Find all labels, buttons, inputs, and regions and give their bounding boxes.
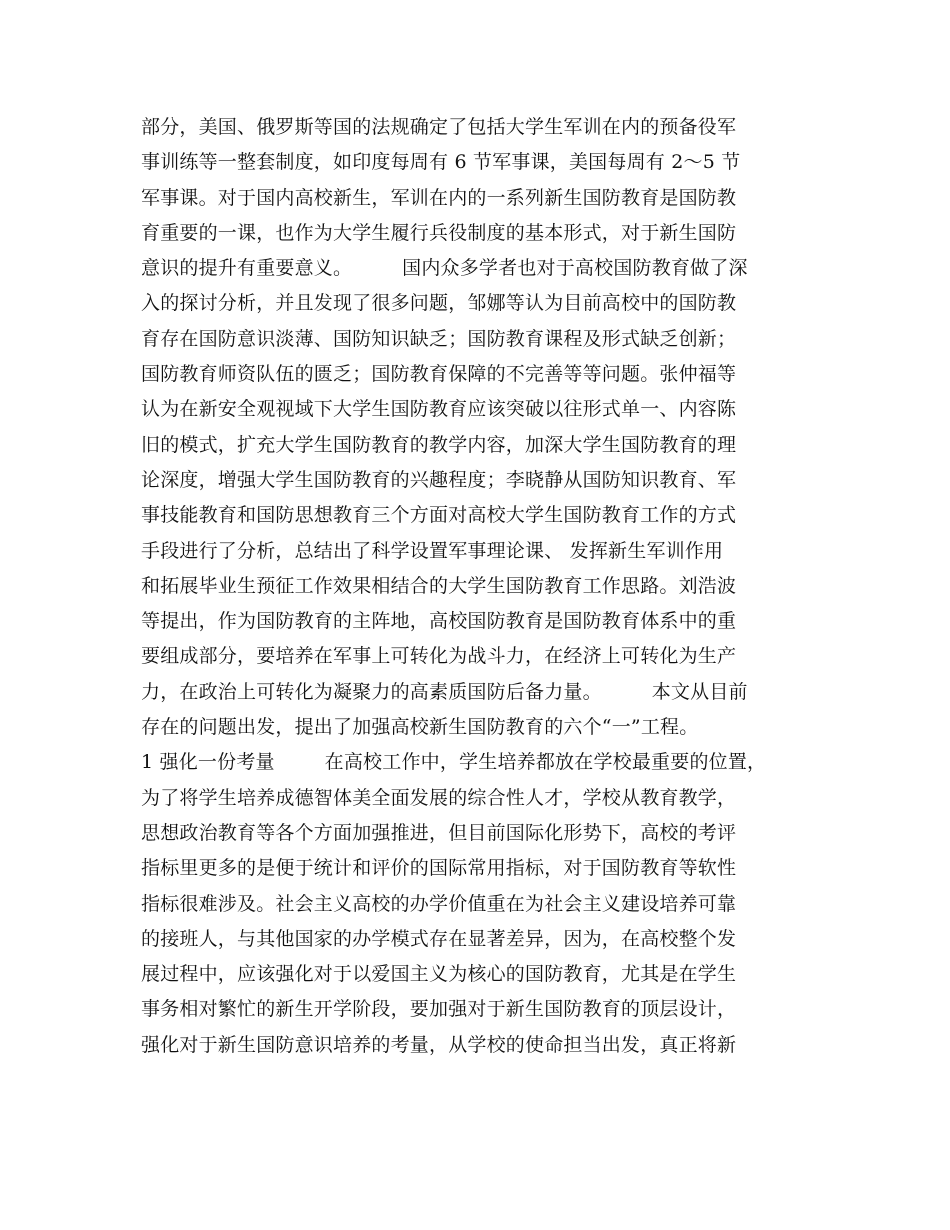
text-line: 旧的模式，扩充大学生国防教育的教学内容，加深大学生国防教育的理: [141, 433, 737, 456]
text-line: 认为在新安全观视域下大学生国防教育应该突破以往形式单一、内容陈: [141, 398, 737, 421]
text-line: 育重要的一课，也作为大学生履行兵役制度的基本形式，对于新生国防: [141, 221, 737, 244]
text-line: 为了将学生培养成德智体美全面发展的综合性人才，学校从教育教学，: [141, 786, 737, 809]
text-line: 论深度，增强大学生国防教育的兴趣程度；李晓静从国防知识教育、军: [141, 468, 737, 491]
text-line: 部分，美国、俄罗斯等国的法规确定了包括大学生军训在内的预备役军: [141, 116, 737, 138]
text-line: 入的探讨分析，并且发现了很多问题，邹娜等认为目前高校中的国防教: [141, 292, 737, 315]
text-line: 和拓展毕业生预征工作效果相结合的大学生国防教育工作思路。刘浩波: [141, 574, 737, 597]
text-line: 手段进行了分析，总结出了科学设置军事理论课、 发挥新生军训作用: [141, 539, 724, 562]
text-line: 展过程中，应该强化对于以爱国主义为核心的国防教育，尤其是在学生: [141, 963, 737, 986]
body-text: [141, 110, 831, 1063]
text-line: 要组成部分，要培养在军事上可转化为战斗力，在经济上可转化为生产: [141, 645, 737, 668]
text-line: 事训练等一整套制度，如印度每周有 6 节军事课，美国每周有 2～5 节: [141, 151, 741, 174]
text-line: 强化对于新生国防意识培养的考量，从学校的使命担当出发，真正将新: [141, 1033, 737, 1056]
text-line: 力，在政治上可转化为凝聚力的高素质国防后备力量。 本文从目前: [141, 680, 748, 703]
text-line: 育存在国防意识淡薄、国防知识缺乏；国防教育课程及形式缺乏创新；: [141, 327, 737, 350]
text-line: 等提出，作为国防教育的主阵地，高校国防教育是国防教育体系中的重: [141, 610, 737, 633]
text-line: 指标很难涉及。社会主义高校的办学价值重在为社会主义建设培养可靠: [141, 892, 737, 915]
text-line: 指标里更多的是便于统计和评价的国际常用指标，对于国防教育等软性: [141, 857, 737, 880]
text-line: 存在的问题出发，提出了加强高校新生国防教育的六个“一”工程。: [141, 716, 699, 739]
text-line: 思想政治教育等各个方面加强推进，但目前国际化形势下，高校的考评: [141, 821, 737, 844]
text-line: 意识的提升有重要意义。 国内众多学者也对于高校国防教育做了深: [141, 257, 748, 280]
text-line: 的接班人，与其他国家的办学模式存在显著差异，因为，在高校整个发: [141, 927, 737, 950]
text-line: 国防教育师资队伍的匮乏；国防教育保障的不完善等等问题。张仲福等: [141, 363, 737, 386]
text-line: 事技能教育和国防思想教育三个方面对高校大学生国防教育工作的方式: [141, 504, 737, 527]
section-heading-line: 1 强化一份考量 在高校工作中，学生培养都放在学校最重要的位置，: [141, 751, 767, 774]
text-line: 事务相对繁忙的新生开学阶段，要加强对于新生国防教育的顶层设计，: [141, 998, 737, 1021]
text-line: 军事课。对于国内高校新生，军训在内的一系列新生国防教育是国防教: [141, 186, 737, 209]
